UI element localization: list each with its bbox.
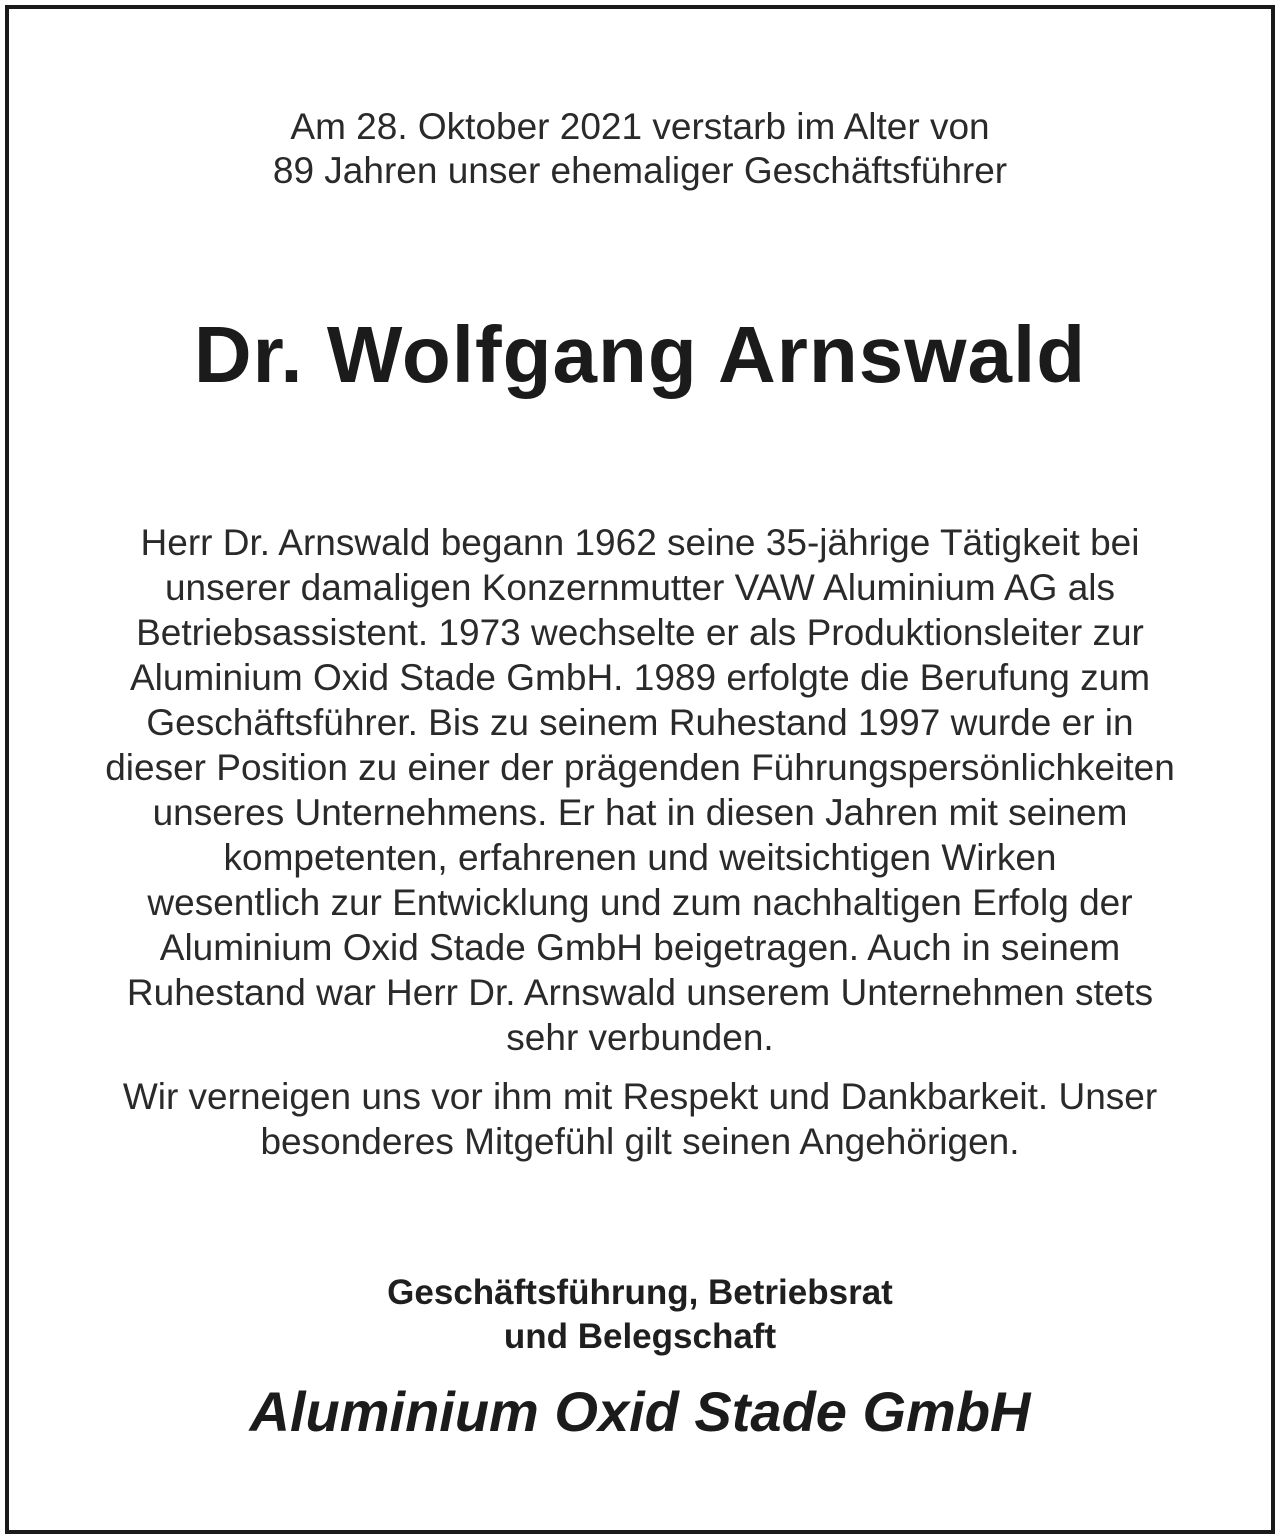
condolence-line: Wir verneigen uns vor ihm mit Respekt und Dankbarkeit. Unser — [122, 1076, 1158, 1117]
intro-text — [9, 105, 1271, 193]
condolence-line: besonderes Mitgefühl gilt seinen Angehörigen. — [260, 1121, 1020, 1162]
intro-line: Am 28. Oktober 2021 verstarb im Alter von — [290, 106, 990, 147]
intro-line: 89 Jahren unser ehemaliger Geschäftsführer — [272, 150, 1008, 191]
signers-line: Geschäftsführung, Betriebsrat — [387, 1273, 893, 1312]
signers-line: und Belegschaft — [503, 1317, 777, 1356]
biography-line: Aluminium Oxid Stade GmbH beigetragen. Auch in seinem — [159, 927, 1121, 968]
biography-line: unseres Unternehmens. Er hat in diesen Jahren mit seinem — [152, 792, 1128, 833]
biography-line: Geschäftsführer. Bis zu seinem Ruhestand 1997 wurde er in — [146, 702, 1134, 743]
biography-line: Aluminium Oxid Stade GmbH. 1989 erfolgte die Berufung zum — [129, 657, 1151, 698]
obituary-notice — [5, 5, 1275, 1534]
biography-line: Herr Dr. Arnswald begann 1962 seine 35-jährige Tätigkeit bei — [140, 522, 1140, 563]
company-name: Aluminium Oxid Stade GmbH — [249, 1380, 1031, 1443]
biography-line: dieser Position zu einer der prägenden Führungspersönlichkeiten — [105, 747, 1175, 788]
biography-paragraph — [9, 520, 1271, 1060]
biography-line: Betriebsassistent. 1973 wechselte er als Produktionsleiter zur — [136, 612, 1144, 653]
biography-line: wesentlich zur Entwicklung und zum nachhaltigen Erfolg der — [147, 882, 1133, 923]
condolence-paragraph — [9, 1074, 1271, 1164]
deceased-name: Dr. Wolfgang Arnswald — [193, 310, 1087, 399]
signers-block — [9, 1271, 1271, 1359]
biography-line: kompetenten, erfahrenen und weitsichtigen Wirken — [223, 837, 1057, 878]
biography-line: sehr verbunden. — [506, 1017, 774, 1058]
biography-line: unserer damaligen Konzernmutter VAW Aluminium AG als — [164, 567, 1116, 608]
biography-line: Ruhestand war Herr Dr. Arnswald unserem Unternehmen stets — [126, 972, 1154, 1013]
